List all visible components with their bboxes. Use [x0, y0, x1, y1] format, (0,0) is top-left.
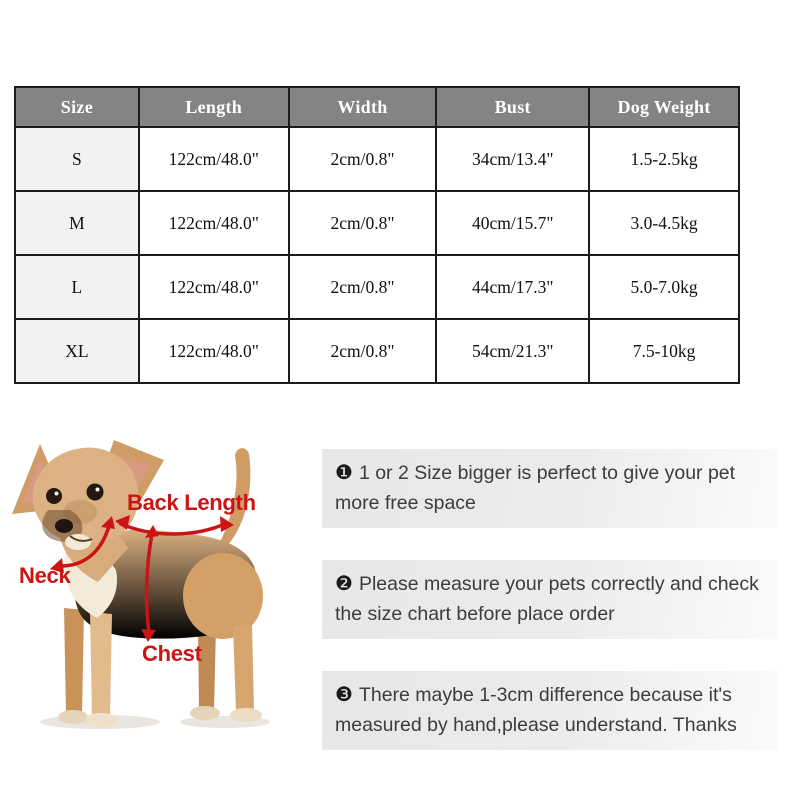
dog-eye-right — [87, 484, 104, 501]
header-bust: Bust — [436, 87, 589, 127]
dog-eye-highlight — [96, 488, 100, 492]
dog-front-leg-near — [90, 612, 112, 718]
dog-foot — [190, 706, 220, 720]
dog-chin — [65, 534, 91, 550]
dog-front-leg-far — [64, 608, 84, 714]
cell-width: 2cm/0.8" — [289, 191, 437, 255]
dog-nose — [55, 519, 73, 533]
back-length-label: Back Length — [127, 490, 256, 515]
table-row-s — [15, 127, 739, 191]
note-3-text: There maybe 1-3cm difference because it's measured by hand,please understand. Thanks — [335, 684, 737, 736]
cell-bust: 40cm/15.7" — [436, 191, 589, 255]
note-1-text: 1 or 2 Size bigger is perfect to give your pet more free space — [335, 462, 736, 514]
dog-foot — [85, 713, 117, 727]
table-row-xl — [15, 319, 739, 383]
note-1-bullet-icon: ❶ — [335, 462, 353, 484]
dog-hind-leg-near — [233, 624, 254, 712]
note-2-text: Please measure your pets correctly and check the size chart before place order — [335, 573, 759, 625]
cell-bust: 54cm/21.3" — [436, 319, 589, 383]
table-row-l — [15, 255, 739, 319]
note-2-bullet-icon: ❷ — [335, 573, 353, 595]
note-3 — [322, 671, 778, 750]
header-length: Length — [139, 87, 289, 127]
cell-width: 2cm/0.8" — [289, 255, 437, 319]
dog-foot — [58, 710, 88, 724]
cell-width: 2cm/0.8" — [289, 127, 437, 191]
cell-width: 2cm/0.8" — [289, 319, 437, 383]
dog-hind-leg-far — [198, 625, 216, 710]
chest-label: Chest — [142, 641, 202, 666]
cell-bust: 34cm/13.4" — [436, 127, 589, 191]
cell-weight: 5.0-7.0kg — [589, 255, 739, 319]
cell-length: 122cm/48.0" — [139, 255, 289, 319]
header-size: Size — [15, 87, 139, 127]
cell-length: 122cm/48.0" — [139, 191, 289, 255]
cell-weight: 1.5-2.5kg — [589, 127, 739, 191]
neck-label: Neck — [19, 563, 71, 588]
dog-eye-left — [46, 488, 62, 504]
cell-bust: 44cm/17.3" — [436, 255, 589, 319]
cell-size: L — [15, 255, 139, 319]
dog-eye-highlight — [55, 492, 59, 496]
table-header-row — [15, 87, 739, 127]
cell-weight: 3.0-4.5kg — [589, 191, 739, 255]
size-chart-table — [14, 86, 740, 384]
dog-measurement-diagram — [0, 430, 310, 760]
header-dog-weight: Dog Weight — [589, 87, 739, 127]
cell-length: 122cm/48.0" — [139, 319, 289, 383]
sizing-notes — [322, 449, 778, 750]
cell-size: XL — [15, 319, 139, 383]
note-1 — [322, 449, 778, 528]
note-3-bullet-icon: ❸ — [335, 684, 353, 706]
header-width: Width — [289, 87, 437, 127]
cell-size: M — [15, 191, 139, 255]
chihuahua-illustration — [0, 430, 310, 760]
cell-size: S — [15, 127, 139, 191]
cell-length: 122cm/48.0" — [139, 127, 289, 191]
note-2 — [322, 560, 778, 639]
cell-weight: 7.5-10kg — [589, 319, 739, 383]
table-row-m — [15, 191, 739, 255]
dog-foot — [230, 708, 262, 722]
